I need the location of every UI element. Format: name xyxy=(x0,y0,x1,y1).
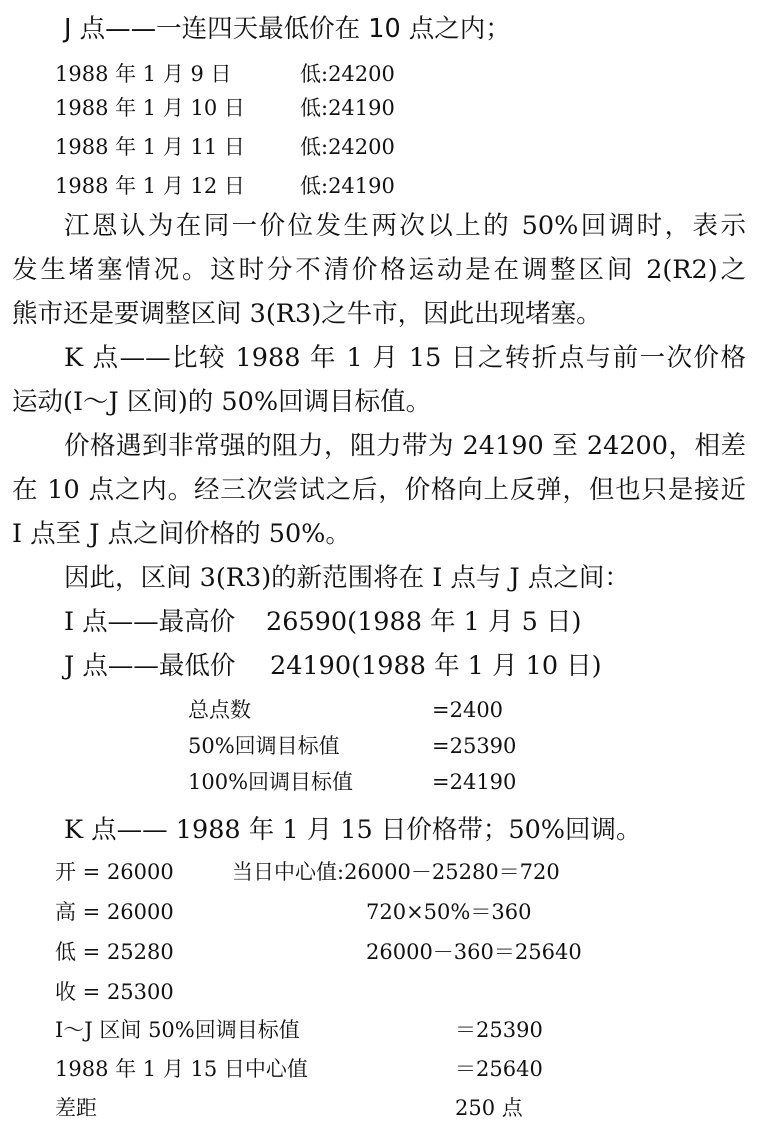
i-point-value: 26590(1988 年 1 月 5 日) xyxy=(266,607,582,637)
summary-label: 差距 xyxy=(55,1096,97,1120)
j-point-heading: J 点——一连四天最低价在 10 点之内； xyxy=(64,14,511,44)
total-value: =2400 xyxy=(432,698,504,722)
paragraph-line: 价格遇到非常强的阻力，阻力带为 24190 至 24200，相差 xyxy=(64,431,746,461)
ohlc-label: 开 = 26000 xyxy=(55,860,174,884)
paragraph-line: 熊市还是要调整区间 3(R3)之牛市，因此出现堵塞。 xyxy=(12,299,602,329)
summary-value: ＝25390 xyxy=(455,1018,543,1042)
paragraph-line: I 点至 J 点之间价格的 50%。 xyxy=(12,519,351,549)
paragraph-line: 发生堵塞情况。这时分不清价格运动是在调整区间 2(R2)之 xyxy=(12,255,746,285)
paragraph-line: 运动(I～J 区间)的 50%回调目标值。 xyxy=(12,387,432,417)
j-row-date: 1988 年 1 月 11 日 xyxy=(55,135,245,159)
k-point-heading: K 点—— 1988 年 1 月 15 日价格带；50%回调。 xyxy=(64,815,642,845)
total-label: 50%回调目标值 xyxy=(188,734,340,758)
j-row-low: 低:24200 xyxy=(300,62,395,86)
ohlc-label: 低 = 25280 xyxy=(55,940,174,964)
j-row-date: 1988 年 1 月 12 日 xyxy=(55,174,245,198)
total-label: 100%回调目标值 xyxy=(188,770,354,794)
j-point-value: 24190(1988 年 1 月 10 日) xyxy=(270,651,602,681)
summary-label: I～J 区间 50%回调目标值 xyxy=(55,1018,300,1042)
i-point-label: I 点——最高价 xyxy=(64,607,236,637)
ohlc-label: 收 = 25300 xyxy=(55,980,174,1004)
ohlc-calc: 26000－360＝25640 xyxy=(366,940,582,964)
j-point-label: J 点——最低价 xyxy=(64,651,236,681)
summary-value: ＝25640 xyxy=(455,1057,543,1081)
paragraph-line: K 点——比较 1988 年 1 月 15 日之转折点与前一次价格 xyxy=(64,343,746,373)
ohlc-label: 高 = 26000 xyxy=(55,900,174,924)
total-value: =24190 xyxy=(432,770,517,794)
j-row-date: 1988 年 1 月 9 日 xyxy=(55,62,232,86)
j-row-low: 低:24190 xyxy=(300,96,395,120)
total-value: =25390 xyxy=(432,734,517,758)
j-row-low: 低:24200 xyxy=(300,135,395,159)
j-row-low: 低:24190 xyxy=(300,174,395,198)
paragraph-line: 江恩认为在同一价位发生两次以上的 50%回调时，表示 xyxy=(64,211,746,241)
j-row-date: 1988 年 1 月 10 日 xyxy=(55,96,245,120)
summary-label: 1988 年 1 月 15 日中心值 xyxy=(55,1057,308,1081)
total-label: 总点数 xyxy=(188,698,251,722)
range-intro: 因此，区间 3(R3)的新范围将在 I 点与 J 点之间： xyxy=(64,563,630,593)
paragraph-line: 在 10 点之内。经三次尝试之后，价格向上反弹，但也只是接近 xyxy=(12,475,746,505)
ohlc-calc: 720×50%＝360 xyxy=(366,900,532,924)
ohlc-calc: 当日中心值:26000－25280＝720 xyxy=(232,860,560,884)
summary-value: 250 点 xyxy=(455,1096,523,1120)
